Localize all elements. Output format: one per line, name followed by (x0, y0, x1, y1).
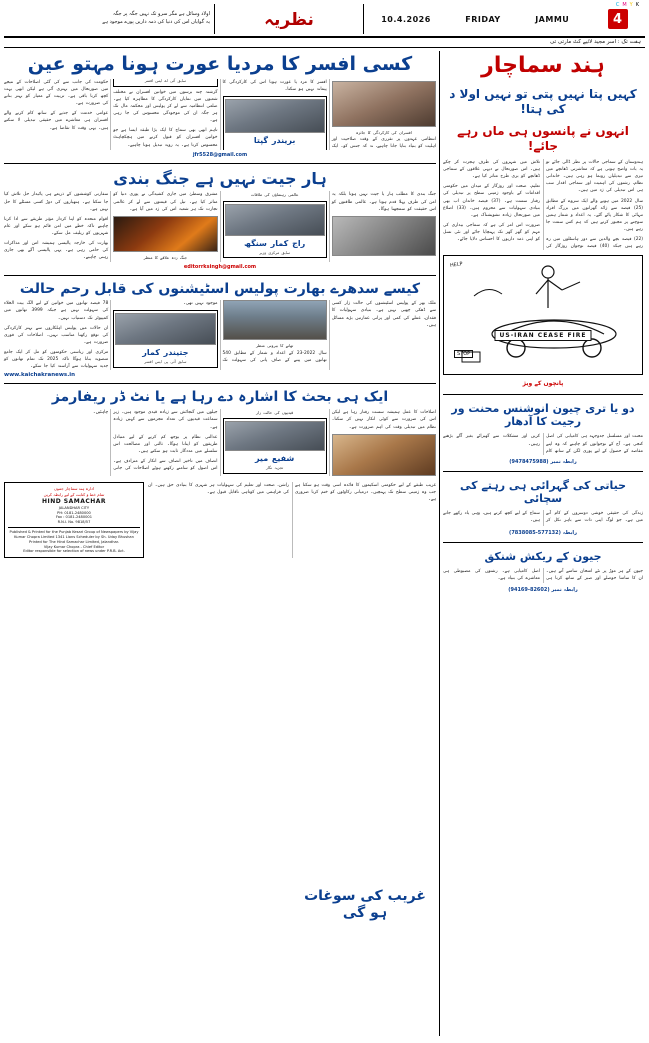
imprint-address-3: Fax : 0181-2480001 (55, 515, 92, 520)
article-jang-bandi-para-0: جنگ بندی کا مطلب ہار یا جیت نہیں ہوتا بلکہ یہ امن کی طرف پہلا قدم ہوتا ہے۔ عالمی طاقتوں کو اس حقیقت کو سمجھنا ہوگا۔ (331, 192, 436, 212)
hind-samachar-para-4: ضرورت اس امر کی ہے کہ سماجی بیداری کی مہم کو گھر گھر تک پہنچایا جائے اور نئی نسل کو اپنی ذمہ داریوں کا احساس دلایا جائے۔ (443, 222, 540, 243)
hind-samachar-para-2: (22) فیصد بچے والدین سے دور ہاسٹلوں میں رہ رہے ہیں جبکہ (40) فیصد نوجوان روزگار کی تلاش میں شہروں کی طرف ہجرت کر چکے ہیں۔ اس صورتحال نے دیہی علاقوں کے سماجی ڈھانچے کو بری طرح متاثر کیا ہے۔ (443, 159, 643, 250)
imprint-reg: R.N.I. No. 9818/57 (57, 520, 91, 525)
article-afsar-para-1: گزشتہ چند برسوں میں خواتین افسران نے مختلف شعبوں میں نمایاں کارکردگی کا مظاہرہ کیا ہے۔ ضلعی انتظامیہ سے لے کر پولیس اور محکمہ مال تک ہر جگہ ان کی موجودگی محسوس کی جا رہی ہے۔ (113, 89, 218, 124)
article-afsar-author-photo (225, 99, 325, 133)
right-section-2-text: محنت اور مسلسل جدوجہد ہی کامیابی کی اصل کنجی ہے۔ آج کے نوجوانوں کو چاہیے کہ وہ اپنے مقاصد کے حصول کے لیے پوری لگن کے ساتھ کام کریں اور مشکلات سے گھبرائے بغیر آگے بڑھتے رہیں۔ (443, 434, 643, 454)
imprint (4, 482, 144, 559)
article-jang-bandi-byline (223, 201, 327, 259)
right-section-2-headline: دو یا تری چیون انوشنس محنت ور رجیت کا آدھار (451, 402, 635, 429)
right-section-3-body (443, 510, 643, 526)
article-police-stations (4, 279, 436, 385)
hind-samachar-body (443, 159, 643, 251)
hind-samachar-sub-2: انہوں نے پانسوں ہی ماں رہے جائے! (457, 124, 629, 153)
hind-samachar-sub-1: کہیں پتا نہیں پتی تو نہیں اولا د کی ہتا! (449, 87, 637, 116)
article-police-stations-para-2: 78 فیصد تھانوں میں خواتین کے لیے الگ بیت الخلاء کی سہولت نہیں ہے جبکہ 3999 تھانوں میں کمپیوٹر تک دستیاب نہیں۔ (4, 301, 109, 321)
article-jang-bandi-body (4, 191, 436, 261)
cartoon-caption: پانچوں کے ویژ (522, 380, 564, 388)
masthead-redbar: ہفت تک : اسر مجید لائیے کٹ مارتی تی (4, 38, 645, 48)
cmyk-m: M (622, 2, 628, 8)
right-section-2-body (443, 433, 643, 454)
article-police-stations-byline (113, 310, 217, 368)
article-afsar-email[interactable]: jfr5528@gmail.com (192, 152, 248, 159)
right-section-4-text: جیون کے ہر موڑ پر نئے امتحان سامنے آتے ہیں۔ ان کا سامنا حوصلے اور صبر کے ساتھ کرنا ہی اصل کامیابی ہے۔ رشتوں کی مضبوطی ہی معاشرے کی بنیاد ہے۔ (443, 568, 643, 581)
imprint-urdu-1: ادارہ ہند سماچار جموں (53, 485, 95, 491)
article-jang-bandi-para-4: بھارت کی خارجہ پالیسی ہمیشہ امن اور مذاکرات کی حامی رہی ہے۔ یہی پالیسی آگے بھی جاری رہنی چاہیے۔ (4, 241, 109, 261)
masthead-left-slogan (4, 4, 214, 34)
cartoon-caption-label: US-IRAN CEASE FIRE (495, 330, 592, 341)
right-section-4-body (443, 568, 643, 584)
imprint-block (4, 482, 144, 559)
article-police-stations-author-name: جتیندر کمار (142, 348, 189, 358)
issue-place: JAMMU (535, 14, 570, 24)
masthead-title-block (214, 4, 364, 34)
article-jang-bandi-author-role: سابق مرکزی وزیر (259, 249, 291, 255)
hind-samachar-para-1: سال 2022 میں ہونے والے ایک سروے کے مطابق (25) فیصد سے زائد گھرانوں میں بزرگ افراد تنہائی کا شکار پائے گئے۔ یہ اعداد و شمار ہمیں سوچنے پر مجبور کرتے ہیں کہ ہم کس سمت جا رہے ہیں۔ (546, 198, 643, 233)
hind-samachar-para-3: تعلیم، صحت اور روزگار کے میدان میں حکومتی اقدامات کے باوجود زمینی سطح پر تبدیلی کی رفتار سست ہے۔ (37) فیصد خاندان اب بھی بنیادی سہولیات سے محروم ہیں۔ (33) اضلاع میں صورتحال زیادہ تشویشناک ہے۔ (443, 184, 540, 218)
article-jang-bandi-photo-1 (332, 216, 436, 256)
page-footer-row (4, 482, 436, 559)
article-reforms-caption: قیدیوں کی حالت زار (256, 410, 294, 416)
article-gareeb-headline: غریب کی سوغات ہو گی (304, 888, 426, 922)
article-afsar-author-name: بریندر گپتا (253, 136, 296, 146)
right-section-3-headline: حیاتی کی گہرائی ہی رہتے کی سچائی (459, 478, 626, 505)
article-jang-bandi-author-photo (225, 204, 325, 236)
article-police-stations-para-3: ان حالات میں پولیس اہلکاروں سے بہتر کارکردگی کی توقع رکھنا مناسب نہیں۔ اصلاحات کی فوری ضرورت ہے۔ (4, 325, 109, 345)
article-police-stations-para-4: مرکزی اور ریاستی حکومتوں کو مل کر ایک جامع منصوبہ بنانا ہوگا تاکہ 2025 تک تمام تھانوں کو جدید سہولیات سے آراستہ کیا جا سکے۔ (4, 350, 109, 370)
article-afsar-body (4, 79, 436, 150)
article-gareeb-para-0: غریب طبقے کے لیے حکومتی اسکیموں کا فائدہ اسی وقت ہو سکتا ہے جب وہ زمینی سطح تک پہنچیں۔ درمیانی رکاوٹوں کو ختم کرنا ضروری ہے۔ (295, 482, 436, 502)
cmyk-marks (615, 2, 641, 8)
article-jang-bandi-author-name: راج کمار سنگھ (244, 238, 306, 248)
article-police-stations-para-0: ملک بھر کے پولیس اسٹیشنوں کی حالت زار کسی سے ڈھکی چھپی نہیں ہے۔ بنیادی سہولیات کا فقدان، عملے کی کمی اور پرانی عمارتیں بڑے مسائل ہیں۔ (331, 301, 436, 328)
cmyk-k: K (635, 2, 640, 8)
imprint-address-1: JALANDHAR CITY (58, 505, 90, 510)
article-jang-bandi-para-1: مشرق وسطیٰ میں جاری کشیدگی نے پوری دنیا کو متاثر کیا ہے۔ تیل کی قیمتوں سے لے کر عالمی تجارت تک ہر شعبہ اس کی زد میں آیا ہے۔ (113, 192, 218, 212)
article-afsar-caption: افسران کی کارکردگی کا جائزہ (355, 129, 412, 135)
article-police-stations-para-1: سال 2022-23 کے اعداد و شمار کے مطابق 540 تھانوں میں پینے کے صاف پانی کی سہولت تک موجود نہیں تھی۔ (183, 301, 327, 363)
article-reforms-body (4, 409, 436, 475)
imprint-responsibility: Editor responsible for selection of news under P.R.B. Act. (23, 549, 125, 554)
right-divider-3 (443, 542, 643, 543)
article-afsar-para-0: انتظامی عہدوں پر تقرری کے وقت صلاحیت اور اہلیت کو بنیاد بنایا جانا چاہیے، نہ کہ جنس کو۔ ایک افسر کا مرد یا عورت ہونا اس کی کارکردگی کا پیمانہ نہیں ہو سکتا۔ (222, 79, 436, 150)
right-section-4-headline: جیون کے ریکش شنکق (484, 549, 602, 563)
article-reforms-para-2: عدالتی نظام پر بوجھ کم کرنے کے لیے متبادل طریقوں کو اپنانا ہوگا۔ ثالثی اور مصالحت اس سلسلے میں مددگار ثابت ہو سکتے ہیں۔ (113, 434, 218, 454)
article-jang-bandi-caption-2: جنگ زدہ علاقے کا منظر (143, 254, 188, 260)
imprint-editor: Vijay Kumar Chopra - Chief Editor (43, 544, 105, 549)
page-number-badge: 4 (608, 9, 628, 29)
article-afsar-para-3: حکومت کی جانب سے کی گئی اصلاحات کے نتیجے میں صورتحال میں بہتری آئی ہے لیکن ابھی بہت کچھ کرنا باقی ہے۔ تربیت کے معیار کو بہتر بنانے کی ضرورت ہے۔ (4, 79, 109, 107)
slogan-line-2: یہ گوایاں اس کی دنیا کی ذمہ داریں پورے موجود ہے (102, 19, 210, 25)
article-reforms-headline: ایک ہی بحث کا اشارہ دے رہا ہے یا نٹ ڈر ریفارمز (51, 389, 389, 406)
article-reforms-author-photo (225, 421, 325, 451)
cmyk-y: Y (629, 2, 634, 8)
article-jang-bandi-photo-2 (113, 216, 217, 252)
article-afsar-author-role: سابق آئی اے ایس افسر (144, 77, 186, 83)
article-afsar-para-4: عوامی خدمت کے جذبے کے ساتھ کام کرنے والے افسران ہی معاشرے میں حقیقی تبدیلی لا سکتے ہیں۔ یہی وقت کا تقاضا ہے۔ (4, 111, 109, 131)
imprint-published-by: Published & Printed for the Punjab Kesari Group of Newspapers by Vijay Kumar Chopra Limited 1341 Lions Scheduler by Sh. Uday Bhushan Printed for The Hind Samachar Limited, Jalandhar. (9, 530, 139, 544)
article-reforms-para-3: انصاف میں تاخیر انصاف سے انکار کے مترادف ہے۔ اس اصول کو سامنے رکھتے ہوئے اصلاحات کی جانی چاہئیں۔ (93, 410, 218, 472)
article-afsar (4, 51, 436, 164)
right-divider-1 (443, 394, 643, 395)
article-reforms-author-role: تجزیہ نگار (266, 465, 284, 471)
cartoon-help-label: HELP (449, 261, 464, 270)
masthead-meta (364, 4, 645, 34)
right-section-4-phone: (94169-82602) رابطہ نمبر (508, 587, 578, 594)
article-afsar-photo (332, 81, 436, 127)
right-section-3-phone: (7838085-577132) رابطہ (509, 529, 577, 536)
imprint-title: HIND SAMACHAR (41, 497, 107, 505)
imprint-address-2: PH: 0181-2480000 (57, 510, 91, 515)
issue-day: FRIDAY (465, 14, 501, 24)
article-police-stations-photo (223, 300, 327, 340)
article-police-stations-author-role: سابق آئی پی ایس افسر (144, 359, 187, 365)
imprint-divider (8, 527, 140, 528)
article-police-stations-website[interactable]: www.kaichakranews.in (4, 372, 76, 379)
article-police-stations-author-photo (115, 313, 215, 345)
article-jang-bandi-para-2: سفارتی کوششوں کے ذریعے ہی پائیدار حل تلاش کیا جا سکتا ہے۔ ہتھیاروں کی دوڑ کسی مسئلے کا حل نہیں ہے۔ (4, 192, 109, 212)
article-jang-bandi-email[interactable]: editorrksingh@gmail.com (183, 263, 257, 270)
right-column (439, 51, 643, 1036)
article-police-stations-body (4, 300, 436, 370)
article-afsar-para-2: تاہم ابھی بھی سماج کا ایک بڑا طبقہ ایسا ہے جو خواتین افسران کو قبول کرنے میں ہچکچاہٹ محسوس کرتا ہے۔ یہ رویہ تبدیل ہونا چاہیے۔ (113, 128, 218, 148)
page-title: نظریہ (264, 9, 314, 30)
article-jang-bandi (4, 167, 436, 275)
article-reforms (4, 387, 436, 478)
right-divider-2 (443, 471, 643, 472)
hind-samachar-headline: ہند سماچار (481, 53, 605, 78)
article-reforms-para-1: جیلوں میں گنجائش سے زیادہ قیدی موجود ہیں۔ زیر سماعت قیدیوں کی تعداد مجرموں سے کہیں زیادہ ہے۔ (113, 410, 218, 430)
article-jang-bandi-para-3: اقوام متحدہ کو اپنا کردار مؤثر طریقے سے ادا کرنا چاہیے تاکہ خطے میں امن قائم ہو سکے اور عام شہریوں کو ریلیف مل سکے۔ (4, 216, 109, 237)
imprint-urdu-2: تمام خط و کتابت کے لیے رابطہ کریں (43, 491, 105, 497)
right-section-2-phone: (9478475988) رابطہ نمبر (509, 458, 577, 465)
slogan-line-1: اولاد وسائل ہے مگر سرو تک نہیں جگہ پر جگہ (112, 11, 210, 18)
right-section-3-text: زندگی کی حقیقی خوشی دوسروں کے کام آنے میں ہے۔ جو لوگ اپنی ذات سے باہر نکل کر سماج کے لیے کچھ کرتے ہیں، وہی یاد رکھے جاتے ہیں۔ (443, 510, 643, 523)
cartoon-stop-label: STOP (454, 350, 473, 358)
article-jang-bandi-headline: ہار جیت نہیں ہے جنگ بندی (113, 169, 327, 189)
article-gareeb-body (148, 482, 436, 559)
hind-samachar-para-0: ہندوستان کے سماجی حالات پر نظر ڈالی جائے تو یہ بات واضح ہوتی ہے کہ معاشرتی ڈھانچے میں تیزی سے تبدیلیاں رونما ہو رہی ہیں۔ خاندانی نظام، رشتوں کی اہمیت اور سماجی اقدار سب ہی اس تبدیلی کی زد میں ہیں۔ (546, 159, 643, 194)
cartoon-drawing (444, 256, 643, 375)
masthead (4, 4, 645, 38)
article-police-stations-caption: تھانے کا بیرونی منظر (255, 343, 294, 349)
article-afsar-headline: کسی افسر کا مردیا عورت ہونا مہتو عین (27, 53, 413, 75)
editorial-cartoon (443, 255, 643, 375)
article-police-stations-headline: کیسے سدھرے بھارت پولیس اسٹیشنوں کی قابل رحم حالت (19, 280, 421, 297)
article-reforms-author-name: شفیع میر (254, 454, 295, 464)
cmyk-c: C (615, 2, 621, 8)
article-reforms-photo (332, 434, 436, 476)
article-jang-bandi-caption-1: عالمی رہنماؤں کی ملاقات (250, 192, 299, 198)
issue-date: 10.4.2026 (381, 14, 431, 24)
article-reforms-byline (223, 418, 327, 474)
article-reforms-para-0: اصلاحات کا عمل ہمیشہ سست رفتار رہا ہے لیکن اس کی ضرورت سے کوئی انکار نہیں کر سکتا۔ نظام میں تبدیلی وقت کی اہم ضرورت ہے۔ (331, 410, 436, 430)
article-gareeb-para-1: راشن، صحت اور تعلیم کی سہولیات ہر شہری کا بنیادی حق ہیں۔ ان کی فراہمی میں کوتاہی ناقابل قبول ہے۔ (148, 482, 289, 495)
